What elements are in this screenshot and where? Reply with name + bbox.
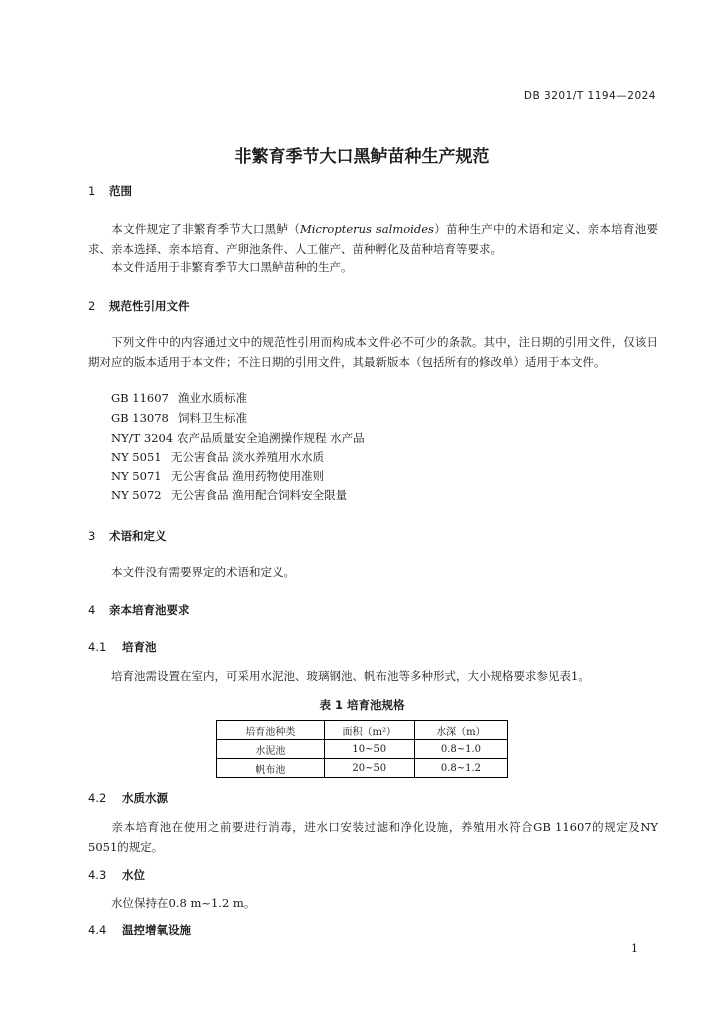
reference-name: 无公害食品 渔用药物使用准则 [171,469,325,483]
scope-text-a: 本文件规定了非繁育季节大口黑鲈（ [111,222,301,236]
subsection-heading-water [88,790,168,806]
water-text: 亲本培育池在使用之前要进行消毒，进水口安装过滤和净化设施，养殖用水符合GB 11607的规定及NY 5051的规定。 [88,820,658,854]
subsection-title: 培育池 [122,640,157,654]
section-title: 范围 [109,184,133,198]
reference-name: 无公害食品 淡水养殖用水水质 [171,450,325,464]
reference-name: 饲料卫生标准 [178,411,247,425]
subsection-heading-pond [88,639,157,655]
pond-text: 培育池需设置在室内，可采用水泥池、玻璃钢池、帆布池等多种形式，大小规格要求参见表1。 [111,669,590,683]
reference-item [111,487,347,503]
table-cell: 0.8~1.2 [414,759,507,778]
table-header-cell: 水深（m） [414,721,507,740]
reference-item [111,410,247,426]
table-cell: 水泥池 [217,740,325,759]
subsection-number: 4.4 [88,923,107,937]
table-header-cell: 面积（m²） [324,721,414,740]
reference-name: 农产品质量安全追溯操作规程 水产品 [177,431,365,445]
document-title: 非繁育季节大口黑鲈苗种生产规范 [234,147,490,167]
reference-code: GB 11607 [111,391,169,405]
scope-applicability-text: 本文件适用于非繁育季节大口黑鲈苗种的生产。 [111,260,353,274]
section-heading-pond-requirements [88,602,190,618]
reference-code: NY 5051 [111,450,162,464]
table-cell: 20~50 [324,759,414,778]
reference-name: 渔业水质标准 [178,391,247,405]
section-heading-normative-references [88,298,190,314]
pond-paragraph [88,666,658,686]
table-row [217,740,508,759]
table-row [217,759,508,778]
terms-text: 本文件没有需要界定的术语和定义。 [111,565,295,579]
reference-item [111,468,324,484]
subsection-title: 水位 [122,868,146,882]
water-paragraph [88,817,658,857]
subsection-number: 4.3 [88,868,107,882]
table-header-row [217,721,508,740]
section-heading-scope [88,183,132,199]
water-level-paragraph [88,893,658,913]
reference-code: GB 13078 [111,411,169,425]
reference-name: 无公害食品 渔用配合饲料安全限量 [171,488,348,502]
reference-code: NY/T 3204 [111,431,174,445]
section-number: 3 [88,529,96,543]
references-intro-paragraph [88,332,658,372]
table-caption: 表 1 培育池规格 [319,698,405,712]
section-title: 亲本培育池要求 [109,603,190,617]
scope-paragraph [88,219,658,259]
pond-spec-table [216,720,508,778]
scope-applicability-paragraph [88,257,658,277]
table-cell: 帆布池 [217,759,325,778]
scope-latin-name: Micropterus salmoides [300,222,434,236]
reference-code: NY 5071 [111,469,162,483]
document-number: DB 3201/T 1194—2024 [523,90,656,102]
table-header-cell: 培育池种类 [217,721,325,740]
subsection-number: 4.2 [88,791,107,805]
subsection-heading-temperature-oxygen [88,922,191,938]
section-heading-terms [88,528,167,544]
section-title: 术语和定义 [109,529,167,543]
section-number: 4 [88,603,96,617]
reference-item [111,430,365,446]
section-title: 规范性引用文件 [109,299,190,313]
water-level-text: 水位保持在0.8 m~1.2 m。 [111,896,256,910]
reference-item [111,390,247,406]
table-cell: 0.8~1.0 [414,740,507,759]
references-intro-text: 下列文件中的内容通过文中的规范性引用而构成本文件必不可少的条款。其中，注日期的引用文件，仅该日期对应的版本适用于本文件；不注日期的引用文件，其最新版本（包括所有的修改单）适用于本文件。 [88,335,658,369]
page-number: 1 [631,942,638,955]
section-number: 1 [88,184,96,198]
reference-code: NY 5072 [111,488,162,502]
subsection-number: 4.1 [88,640,107,654]
table-cell: 10~50 [324,740,414,759]
reference-item [111,449,324,465]
section-number: 2 [88,299,96,313]
subsection-title: 水质水源 [122,791,169,805]
subsection-heading-water-level [88,867,145,883]
subsection-title: 温控增氧设施 [122,923,192,937]
scope-text-b: ）苗种生产中的术语和定义、亲本培育池要求、亲本选择、亲本培育、产卵池条件、人工催产、苗种孵化及苗种培育等要求。 [88,222,659,256]
terms-paragraph [88,562,658,582]
